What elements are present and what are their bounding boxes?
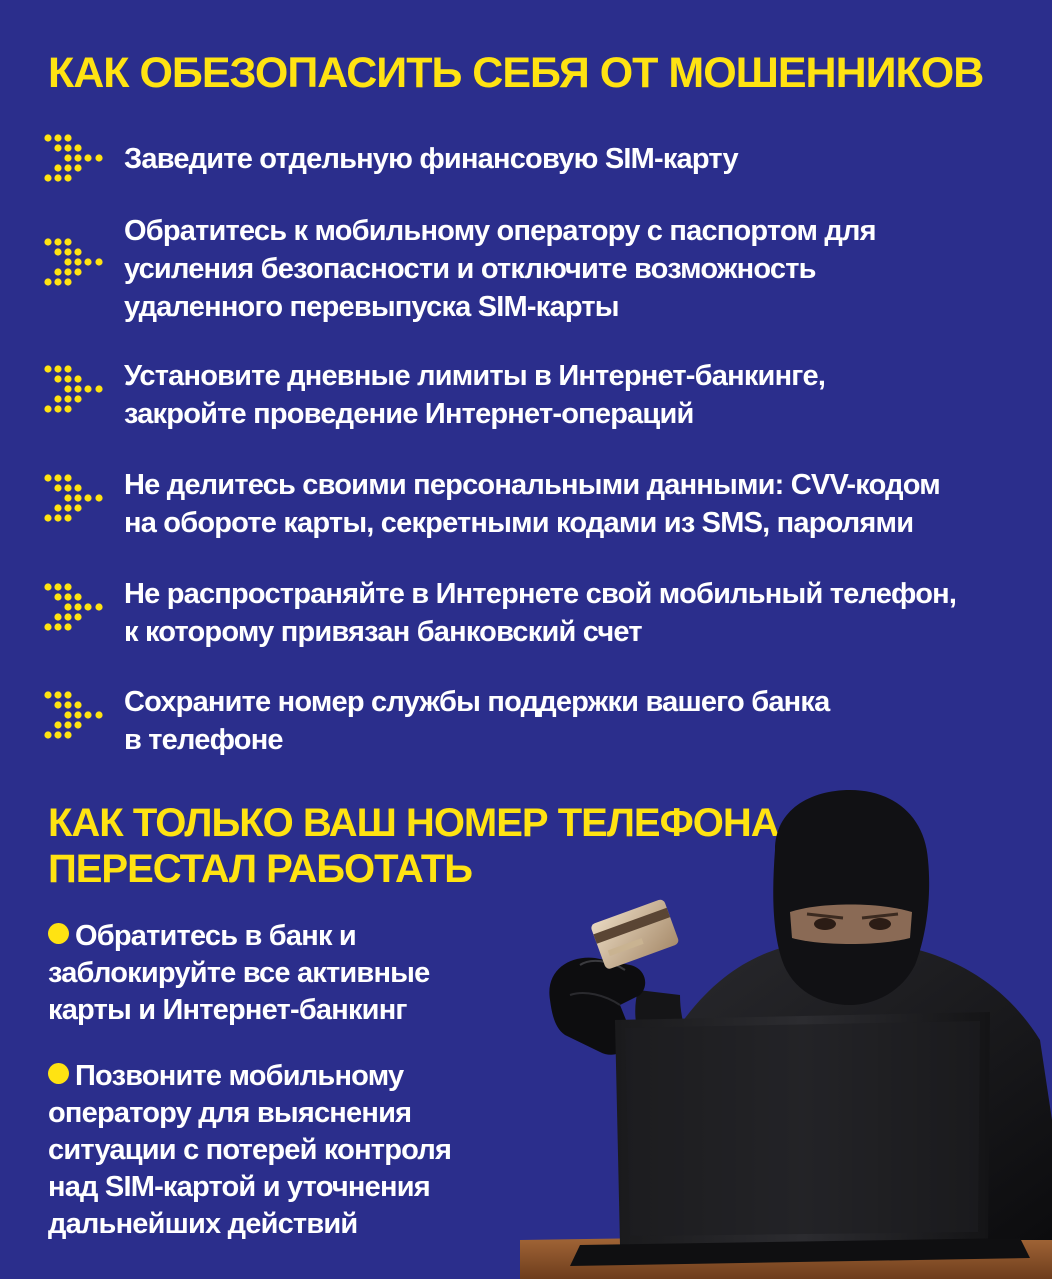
dotted-arrow-icon	[42, 581, 106, 641]
dotted-arrow-icon	[42, 236, 106, 296]
tip-text: Не делитесь своими персональными данными: CVV-кодом на обороте карты, секретными кодами из SMS, паролями	[124, 469, 940, 539]
dotted-arrow-icon	[42, 689, 106, 749]
dotted-arrow-icon	[42, 132, 106, 192]
dotted-arrow-icon	[42, 363, 106, 423]
bullet-icon	[48, 1063, 69, 1084]
action-item	[48, 1058, 518, 1243]
tip-text: Установите дневные лимиты в Интернет-банкинге, закройте проведение Интернет-операций	[124, 360, 826, 430]
action-text: Обратитесь в банк и заблокируйте все активные карты и Интернет-банкинг	[48, 920, 430, 1026]
tip-text: Заведите отдельную финансовую SIM-карту	[124, 143, 738, 175]
hacker-illustration	[520, 790, 1052, 1279]
bullet-icon	[48, 923, 69, 944]
tip-text: Обратитесь к мобильному оператору с паспортом для усиления безопасности и отключите возможность удаленного перевыпуска SIM-карты	[124, 215, 876, 323]
tip-text: Сохраните номер службы поддержки вашего банка в телефоне	[124, 686, 830, 756]
dotted-arrow-icon	[42, 472, 106, 532]
main-title: КАК ОБЕЗОПАСИТЬ СЕБЯ ОТ МОШЕННИКОВ	[48, 49, 984, 97]
section-title: КАК ТОЛЬКО ВАШ НОМЕР ТЕЛЕФОНА ПЕРЕСТАЛ РАБОТАТЬ	[48, 801, 779, 891]
action-text: Позвоните мобильному оператору для выяснения ситуации с потерей контроля над SIM-картой и уточнения дальнейших действий	[48, 1060, 452, 1240]
tip-text: Не распространяйте в Интернете свой мобильный телефон, к которому привязан банковский счет	[124, 578, 957, 648]
action-item	[48, 918, 518, 1029]
